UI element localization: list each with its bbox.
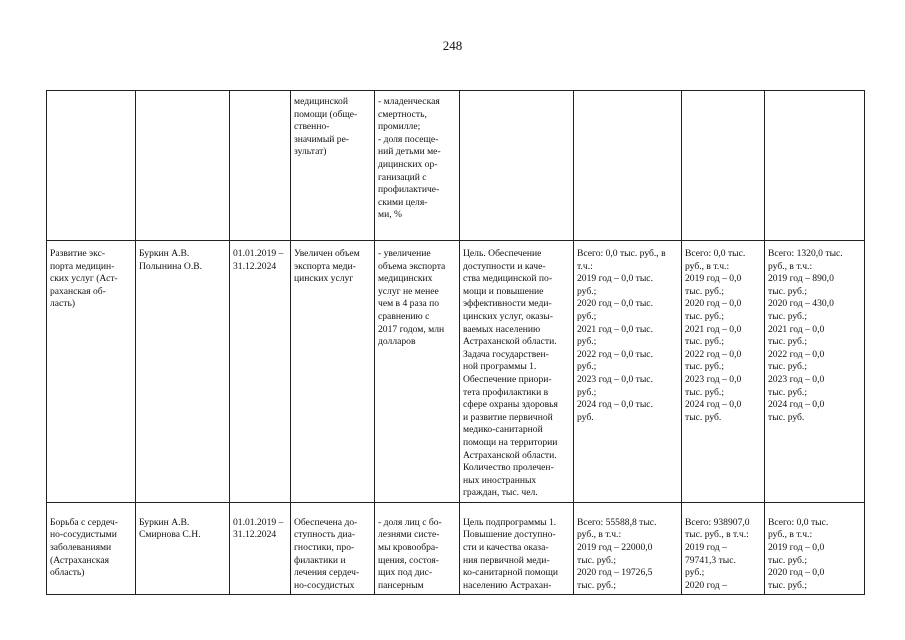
table-cell: 01.01.2019 – 31.12.2024 [230, 241, 291, 503]
table-cell: Всего: 938907,0 тыс. руб., в т.ч.: 2019 год – 79741,3 тыс. руб.; 2020 год – [682, 502, 765, 595]
table-cell [765, 91, 865, 241]
table-row [47, 502, 865, 595]
table-cell: Всего: 0,0 тыс. руб., в т.ч.: 2019 год – 0,0 тыс. руб.; 2020 год – 0,0 тыс. руб.; 2021 год – 0,0 тыс. руб.; 2022 год – 0,0 тыс. руб.; 2023 год – 0,0 тыс. руб.; 2024 год – 0,0 тыс. руб. [682, 241, 765, 503]
table-cell: Увеличен объем экспорта меди- цинских услуг [291, 241, 375, 503]
table-cell: Буркин А.В. Полынина О.В. [136, 241, 230, 503]
table-cell: - младенческая смертность, промилле; - доля посеще- ний детьми ме- дицинских ор- ганизаций с профилактиче- скими целя- ми, % [375, 91, 460, 241]
table-cell: - увеличение объема экспорта медицинских услуг не менее чем в 4 раза по сравнению с 2017 годом, млн долларов [375, 241, 460, 503]
table-cell: Цель. Обеспечение доступности и каче- ства медицинской по- мощи и повышение эффективности меди- цинских услуг, оказы- ваемых населению Астраханской области. Задача государствен- ной программы 1. Обеспечение приори- тета профилактики в сфере охраны здоровья и развитие первичной медико-санитарной помощи на территории Астраханской области. Количество пролечен- ных иностранных граждан, тыс. чел. [460, 241, 574, 503]
table-cell [136, 91, 230, 241]
table-cell: Обеспечена до- ступность диа- гностики, про- филактики и лечения сердеч- но-сосудистых [291, 502, 375, 595]
table-cell [47, 91, 136, 241]
table-cell [682, 91, 765, 241]
table-cell [230, 91, 291, 241]
table-cell: Всего: 0,0 тыс. руб., в т.ч.: 2019 год – 0,0 тыс. руб.; 2020 год – 0,0 тыс. руб.; [765, 502, 865, 595]
program-table [46, 90, 865, 595]
table-cell: Всего: 1320,0 тыс. руб., в т.ч.: 2019 год – 890,0 тыс. руб.; 2020 год – 430,0 тыс. руб.; 2021 год – 0,0 тыс. руб.; 2022 год – 0,0 тыс. руб.; 2023 год – 0,0 тыс. руб.; 2024 год – 0,0 тыс. руб. [765, 241, 865, 503]
table-cell: Всего: 55588,8 тыс. руб., в т.ч.: 2019 год – 22000,0 тыс. руб.; 2020 год – 19726,5 тыс. руб.; [574, 502, 682, 595]
table-cell: Всего: 0,0 тыс. руб., в т.ч.: 2019 год – 0,0 тыс. руб.; 2020 год – 0,0 тыс. руб.; 2021 год – 0,0 тыс. руб.; 2022 год – 0,0 тыс. руб.; 2023 год – 0,0 тыс. руб.; 2024 год – 0,0 тыс. руб. [574, 241, 682, 503]
table-cell: Развитие экс- порта медицин- ских услуг (Аст- раханская об- ласть) [47, 241, 136, 503]
table-cell: Борьба с сердеч- но-сосудистыми заболеваниями (Астраханская область) [47, 502, 136, 595]
table-cell: Цель подпрограммы 1. Повышение доступно- сти и качества оказа- ния первичной меди- ко-санитарной помощи населению Астрахан- [460, 502, 574, 595]
table-row [47, 91, 865, 241]
table-row [47, 241, 865, 503]
table-cell: Буркин А.В. Смирнова С.Н. [136, 502, 230, 595]
page-number: 248 [442, 38, 463, 53]
table-cell [574, 91, 682, 241]
table-cell: 01.01.2019 – 31.12.2024 [230, 502, 291, 595]
table-cell: медицинской помощи (обще- ственно- значимый ре- зультат) [291, 91, 375, 241]
table-cell [460, 91, 574, 241]
table-cell: - доля лиц с бо- лезнями систе- мы кровообра- щения, состоя- щих под дис- пансерным [375, 502, 460, 595]
